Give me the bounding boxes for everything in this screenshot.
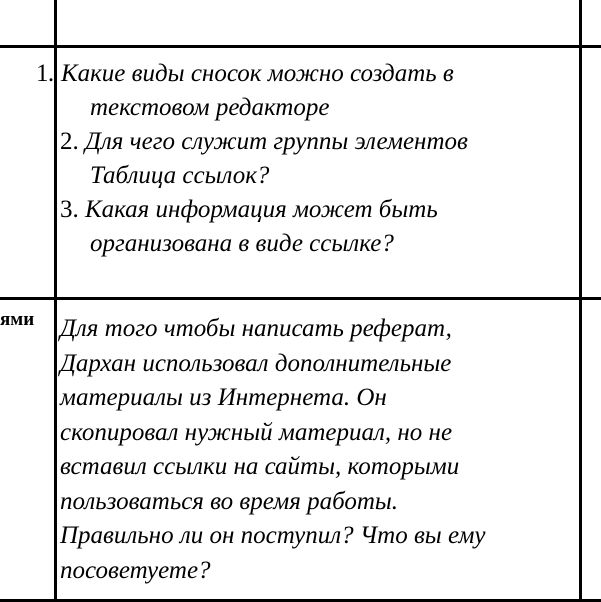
question-text: Для чего служит группы элементов [78, 128, 468, 155]
question-item [36, 193, 576, 261]
situation-line: Дархан использовал дополнительные [60, 349, 452, 377]
question-number: 3. [60, 196, 79, 223]
table-border-right-column [579, 0, 582, 602]
question-text-continued: Таблица ссылок? [90, 162, 270, 189]
question-number: 2. [60, 128, 79, 155]
question-text-continued: текстовом редакторе [90, 94, 330, 121]
questions-list [36, 57, 576, 261]
table-border-top-row [0, 45, 601, 48]
row-label-fragment: ями [0, 309, 35, 330]
question-item [36, 125, 576, 193]
question-item [36, 57, 576, 125]
situation-line: Для того чтобы написать реферат, [60, 315, 452, 342]
question-text: . Какие виды сносок можно создать в [48, 60, 454, 87]
situation-line: Правильно ли он поступил? Что вы ему [60, 522, 486, 549]
situation-line: посоветуете? [60, 556, 211, 584]
question-text-continued: организована в виде ссылке? [90, 230, 394, 257]
question-number: 1 [36, 60, 49, 87]
situation-line: скопировал нужный материал, но не [60, 418, 453, 446]
situation-line: вставил ссылки на сайты, которыми [60, 453, 460, 480]
question-text: Какая информация может быть [78, 196, 438, 223]
table-border-middle-row [0, 297, 601, 300]
situation-task-text [60, 312, 575, 588]
situation-line: пользоваться во время работы. [60, 487, 399, 515]
situation-line: материалы из Интернета. Он [60, 384, 387, 411]
